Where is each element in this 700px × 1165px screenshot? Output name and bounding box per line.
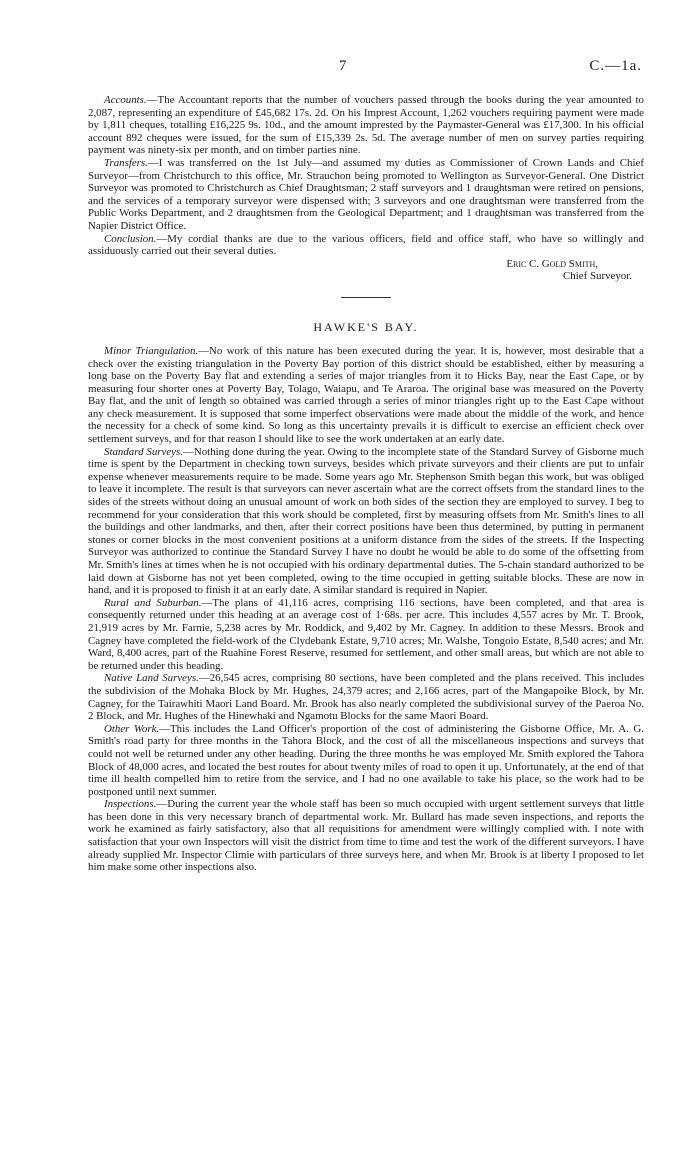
accounts-heading: Accounts. (104, 94, 147, 106)
native-land-text: —26,545 acres, comprising 80 sections, have been completed and the plans received. This includes the subdivision of the Mohaka Block by Mr. Hughes, 24,379 acres; and 2,166 acres, part of the Mangapoike Block, by Mr. Cagney, for the Tairawhiti Maori Land Board. Mr. Brook has also nearly completed the subdivisional survey of the Paeroa No. 2 Block, and Mr. Hughes of the Hinewhaki and Ngamotu Blocks for the same Maori Board. (88, 672, 645, 723)
standard-surveys-text: —Nothing done during the year. Owing to the incomplete state of the Standard Survey of Gisborne much time is spent by the Department in checking town surveys, besides which private surveyors and their clients are put to unfair expense whenever measurements require to be made. Some years ago Mr. Stephenson Smith began this work, but was obliged to leave it incomplete. The result is that surveyors can never ascertain what are the correct offsets from the standard lines to the sides of the streets without doing an unusual amount of work on both sides of the section they are employed to survey. I beg to recommend for your consideration that this work should be completed, first by measuring offsets from Mr. Smith's lines to all the buildings and other landmarks, and then, after their correct positions have been thus determined, by putting in permanent stones or corner blocks in the most convenient positions at a uniform distance from the sides of the streets. If the Inspecting Surveyor was authorized to continue the Standard Survey I have no doubt he would be able to do some of the offsetting from Mr. Smith's lines at times when he is not occupied with his ordinary departmental duties. The 5-chain standard authorized to be laid down at Gisborne has not yet been completed, owing to the time occupied in getting suitable blocks. These are now in hand, and it is proposed to finish it at an early date. A similar standard is required in Napier. (88, 445, 644, 597)
rural-suburban-paragraph (88, 597, 644, 673)
conclusion-text: —My cordial thanks are due to the various officers, field and office staff, who have so willingly and assiduously carried out their several duties. (88, 232, 644, 258)
transfers-heading: Transfers. (104, 156, 148, 169)
transfers-text: —I was transferred on the 1st July—and assumed my duties as Commissioner of Crown Lands and Chief Surveyor—from Christchurch to this office, Mr. Strauchon being promoted to Wellington as Surveyor-General. One District Surveyor was promoted to Christchurch as Chief Draughtsman; 2 staff surveyors and 1 draughtsman were retired on pensions, and the services of a temporary surveyor were dispensed with; 3 surveyors and one draughtsman were transferred from the Public Works Department, and 2 draughtsmen from the Geological Department; and 1 draughtsman was transferred from the Napier District Office. (88, 156, 644, 232)
other-work-paragraph (88, 723, 644, 799)
section-divider (341, 297, 391, 298)
rural-suburban-text: —The plans of 41,116 acres, comprising 116 sections, have been completed, and that area is consequently returned under this heading at an average cost of 1·68s. per acre. This includes 4,557 acres by Mr. T. Brook, 21,919 acres by Mr. Farnie, 5,238 acres by Mr. Roddick, and 9,402 by Mr. Cagney. In addition to these Messrs. Brook and Cagney have completed the field-work of the Clydebank Estate, 9,710 acres; Mr. Walshe, Tongoio Estate, 8,540 acres; and Mr. Ward, 8,400 acres, part of the Ruahine Forest Reserve, resumed for settlement, and other small areas, but which are not able to be returned under this heading. (88, 596, 645, 672)
rural-suburban-heading: Rural and Suburban. (104, 596, 202, 609)
signature-block (88, 258, 644, 283)
signature-title: Chief Surveyor. (563, 270, 632, 283)
accounts-text: —The Accountant reports that the number of vouchers passed through the books during the year amounted to 2,087, representing an expenditure of £45,682 17s. 2d. On his Imprest Account, 1,262 vouchers requiring payment were made by 1,811 cheques, totalling £16,225 9s. 10d., and the amount imprested by the Paymaster-General was £17,300. In his official account 892 cheques were issued, for the sum of £15,339 2s. 5d. The average number of men on survey parties requiring payment was ninety-six per month, and on timber parties nine. (88, 94, 644, 157)
inspections-heading: Inspections. (104, 798, 157, 811)
minor-triangulation-paragraph (88, 345, 644, 446)
minor-triangulation-text: —No work of this nature has been executed during the year. It is, however, most desirable that a check over the existing triangulation in the Poverty Bay portion of this district should be established, either by measuring a long base on the Poverty Bay flat and extending a series of major triangles from it to Hicks Bay, near the East Cape, or by measuring four shorter ones at Poverty Bay, Tolago, Waiapu, and Te Araroa. The original base was measured on the Poverty Bay flat, and the unit of length so obtained was carried through a series of minor triangles right up to the East Cape without any check measurement. It is supposed that some imperfect observations were made about the middle of the work, and hence the necessity for a check of some kind. So long as this uncertainty prevails it is difficult to exercise an efficient check over settlement surveys, and for that reason I should like to see the work undertaken at an early date. (88, 344, 644, 446)
document-reference: C.—1a. (589, 58, 642, 74)
page-body (88, 94, 644, 874)
page-number: 7 (339, 58, 347, 74)
minor-triangulation-heading: Minor Triangulation. (104, 344, 199, 357)
native-land-paragraph (88, 672, 644, 722)
signature-name: Eric C. Gold Smith, (506, 257, 598, 270)
inspections-text: —During the current year the whole staff has been so much occupied with urgent settlement surveys that little has been done in this very necessary branch of departmental work. Mr. Bullard has made seven inspections, and reports the work he examined as fairly satisfactory, also that all requisitions for amendment were willingly complied with. I note with satisfaction that your own Inspectors will visit the district from time to time and test the work of the different surveyors. I have already supplied Mr. Inspector Climie with particulars of three surveys here, and when Mr. Brook is at liberty I proposed to let him make some other inspections also. (88, 798, 644, 874)
conclusion-paragraph (88, 233, 644, 258)
transfers-paragraph (88, 157, 644, 233)
section-title: HAWKE'S BAY. (313, 319, 419, 334)
conclusion-heading: Conclusion. (104, 232, 157, 245)
inspections-paragraph (88, 798, 644, 874)
other-work-heading: Other Work. (104, 722, 160, 735)
standard-surveys-heading: Standard Surveys. (104, 445, 183, 458)
standard-surveys-paragraph (88, 446, 644, 597)
other-work-text: —This includes the Land Officer's proportion of the cost of administering the Gisborne Office, Mr. A. G. Smith's road party for three months in the Tahora Block, and the cost of all the miscellaneous inspections and surveys that could not well be returned under any other heading. During the three months he was employed Mr. Smith explored the Tahora Block of 48,000 acres, and located the best routes for about twenty miles of road to open it up. Unfortunately, at the end of that time ill health compelled him to retire from the service, and I had no one available to take his place, so the work had to be postponed until next summer. (88, 722, 644, 798)
native-land-heading: Native Land Surveys. (104, 672, 199, 685)
accounts-paragraph (88, 94, 644, 157)
